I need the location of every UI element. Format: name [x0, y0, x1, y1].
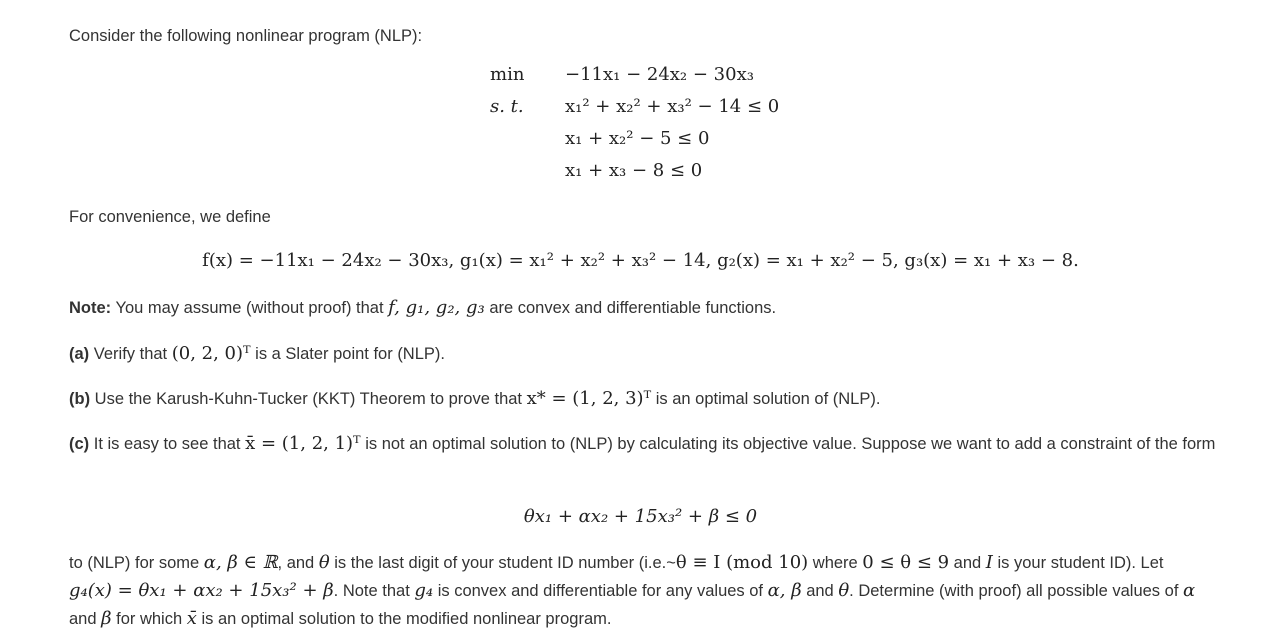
part-a-text-a: Verify that: [89, 345, 172, 363]
definitions-equation: f(x) = −11x₁ − 24x₂ − 30x₃, g₁(x) = x₁² + x₂² + x₃² − 14, g₂(x) = x₁ + x₂² − 5, g₃(x) = x₁ + x₃ − 8.: [202, 250, 1079, 271]
final-t7: . Note that: [333, 582, 415, 600]
final-t1: to (NLP) for some: [69, 554, 204, 572]
intro-text: Consider the following nonlinear program (NLP):: [69, 27, 423, 45]
part-c: [69, 430, 1221, 458]
part-a-math: (0, 2, 0)ᵀ: [171, 343, 251, 364]
final-t11: and: [69, 610, 102, 628]
part-b: [69, 385, 1221, 413]
note-text-b: are convex and differentiable functions.: [484, 299, 777, 317]
part-b-text-a: Use the Karush-Kuhn-Tucker (KKT) Theorem to prove that: [90, 390, 527, 408]
final-t3: is the last digit of your student ID number (i.e.~: [329, 554, 676, 572]
note-paragraph: [69, 294, 1221, 322]
final-m9: θ: [838, 580, 850, 601]
final-t8: is convex and differentiable for any values of: [433, 582, 768, 600]
final-t9: and: [801, 582, 839, 600]
final-m8: α, β: [767, 580, 802, 601]
constraint-1: x₁² + x₂² + x₃² − 14 ≤ 0: [565, 96, 780, 117]
constraint-2: x₁ + x₂² − 5 ≤ 0: [565, 128, 710, 149]
objective-expr: −11x₁ − 24x₂ − 30x₃: [565, 64, 754, 85]
final-m2: θ: [318, 552, 330, 573]
final-t10: . Determine (with proof) all possible values of: [849, 582, 1183, 600]
final-t6: is your student ID). Let: [992, 554, 1164, 572]
final-m7: g₄: [414, 580, 434, 601]
final-m12: x̄: [186, 608, 197, 629]
new-constraint-equation: θx₁ + αx₂ + 15x₃² + β ≤ 0: [523, 506, 758, 527]
final-t4: where: [808, 554, 863, 572]
final-t5: and: [949, 554, 986, 572]
constraint-3: x₁ + x₃ − 8 ≤ 0: [565, 160, 703, 181]
part-c-text-b: is not an optimal solution to (NLP) by calculating its objective value. Suppose we want to add a constraint of the form: [360, 435, 1216, 453]
final-t2: , and: [277, 554, 319, 572]
final-m6: g₄(x) = θx₁ + αx₂ + 15x₃² + β: [69, 580, 334, 601]
final-m1: α, β ∈ ℝ: [203, 552, 278, 573]
final-t13: is an optimal solution to the modified nonlinear program.: [196, 610, 612, 628]
part-c-label: (c): [69, 435, 90, 453]
part-c-math: x̄ = (1, 2, 1)ᵀ: [245, 433, 361, 454]
part-b-label: (b): [69, 390, 91, 408]
final-m11: β: [101, 608, 112, 629]
part-b-text-b: is an optimal solution of (NLP).: [651, 390, 881, 408]
part-a: [69, 340, 1221, 368]
note-math: f, g₁, g₂, g₃: [388, 297, 485, 318]
final-paragraph: [69, 549, 1221, 633]
part-a-text-b: is a Slater point for (NLP).: [250, 345, 445, 363]
part-a-label: (a): [69, 345, 90, 363]
final-m4: 0 ≤ θ ≤ 9: [862, 552, 950, 573]
part-b-math: x* = (1, 2, 3)ᵀ: [526, 388, 652, 409]
final-m5: I: [985, 552, 993, 573]
min-label: min: [490, 64, 525, 85]
define-text: For convenience, we define: [69, 208, 271, 226]
final-t12: for which: [111, 610, 187, 628]
note-label: Note:: [69, 299, 112, 317]
final-m3: θ ≡ I (mod 10): [675, 552, 809, 573]
note-text-a: You may assume (without proof) that: [111, 299, 389, 317]
final-m10: α: [1182, 580, 1196, 601]
part-c-text-a: It is easy to see that: [89, 435, 246, 453]
st-label: s. t.: [490, 96, 524, 117]
